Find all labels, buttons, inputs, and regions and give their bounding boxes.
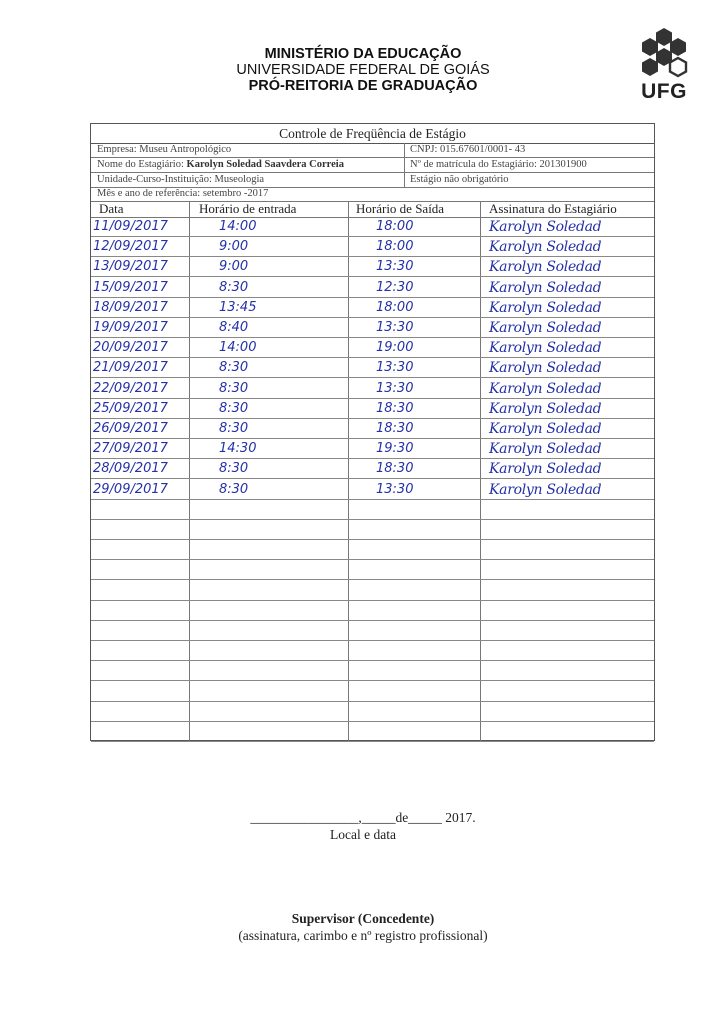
table-row <box>91 641 654 661</box>
table-row <box>91 278 654 298</box>
table-row <box>91 217 654 237</box>
row-date: 25/09/2017 <box>93 400 168 416</box>
row-exit-time: 18:00 <box>376 239 414 255</box>
column-header-entry: Horário de entrada <box>199 201 297 216</box>
row-date: 13/09/2017 <box>93 259 168 275</box>
row-date: 28/09/2017 <box>93 461 168 477</box>
row-entry-time: 8:30 <box>219 461 249 477</box>
table-row <box>91 439 654 459</box>
row-signature: Karolyn Soledad <box>489 421 602 437</box>
table-row <box>91 480 654 500</box>
row-signature: Karolyn Soledad <box>489 380 602 397</box>
row-exit-time: 13:30 <box>376 320 414 335</box>
table-row <box>91 702 654 722</box>
form-title: Controle de Freqüência de Estágio <box>91 124 654 144</box>
row-date: 12/09/2017 <box>93 239 168 255</box>
table-row <box>91 520 654 540</box>
row-exit-time: 19:00 <box>376 340 414 356</box>
department-title: PRÓ-REITORIA DE GRADUAÇÃO <box>248 78 478 94</box>
row-date: 11/09/2017 <box>93 219 168 234</box>
row-signature: Karolyn Soledad <box>489 360 602 377</box>
internship-type-field: Estágio não obrigatório <box>410 174 509 185</box>
row-exit-time: 18:30 <box>376 400 414 416</box>
table-row <box>91 237 654 257</box>
cnpj-field: CNPJ: 015.67601/0001- 43 <box>410 144 526 155</box>
row-date: 19/09/2017 <box>93 320 168 335</box>
table-row <box>91 459 654 479</box>
row-date: 21/09/2017 <box>93 360 168 376</box>
row-signature: Karolyn Soledad <box>489 320 602 336</box>
row-entry-time: 14:00 <box>219 340 257 356</box>
row-entry-time: 8:30 <box>219 360 249 376</box>
row-signature: Karolyn Soledad <box>489 279 602 296</box>
table-row <box>91 661 654 681</box>
row-date: 22/09/2017 <box>93 380 168 396</box>
local-date-label: Local e data <box>330 827 396 842</box>
row-date: 27/09/2017 <box>93 441 168 457</box>
enrollment-field: Nº de matrícula do Estagiário: 201301900 <box>410 159 587 170</box>
company-field: Empresa: Museu Antropológico <box>97 144 232 155</box>
column-header-signature: Assinatura do Estagiário <box>489 201 617 216</box>
table-row <box>91 601 654 621</box>
row-signature: Karolyn Soledad <box>489 299 602 316</box>
row-date: 29/09/2017 <box>93 481 168 497</box>
column-header-date: Data <box>99 201 124 216</box>
row-signature: Karolyn Soledad <box>489 481 602 498</box>
table-row <box>91 298 654 318</box>
ministry-title: MINISTÉRIO DA EDUCAÇÃO <box>264 46 462 62</box>
row-exit-time: 13:30 <box>376 259 414 275</box>
row-signature: Karolyn Soledad <box>489 441 602 458</box>
intern-name-value: Karolyn Soledad Saavdera Correia <box>186 159 344 170</box>
document-header <box>0 46 726 94</box>
row-signature: Karolyn Soledad <box>489 259 602 276</box>
table-row <box>91 399 654 419</box>
table-row <box>91 581 654 601</box>
row-entry-time: 8:40 <box>219 320 249 335</box>
attendance-form <box>90 123 655 741</box>
row-exit-time: 13:30 <box>376 380 414 396</box>
table-row <box>91 257 654 277</box>
table-row <box>91 338 654 358</box>
row-signature: Karolyn Soledad <box>489 239 602 256</box>
table-row <box>91 500 654 520</box>
row-date: 15/09/2017 <box>93 279 168 295</box>
intern-name-label: Nome do Estagiário: <box>97 159 187 170</box>
row-signature: Karolyn Soledad <box>489 461 602 478</box>
row-entry-time: 9:00 <box>219 239 249 255</box>
row-entry-time: 8:30 <box>219 481 249 497</box>
row-exit-time: 18:00 <box>376 299 414 315</box>
reference-month-field: Mês e ano de referência: setembro -2017 <box>97 188 269 199</box>
row-signature: Karolyn Soledad <box>489 219 602 235</box>
row-exit-time: 18:30 <box>376 421 414 436</box>
row-exit-time: 12:30 <box>376 279 414 295</box>
row-date: 18/09/2017 <box>93 299 168 315</box>
row-entry-time: 14:30 <box>219 441 257 457</box>
row-signature: Karolyn Soledad <box>489 340 602 357</box>
table-row <box>91 682 654 702</box>
date-line: ________________,_____de_____ 2017. <box>250 810 476 825</box>
row-date: 20/09/2017 <box>93 340 168 356</box>
row-exit-time: 13:30 <box>376 360 414 376</box>
row-exit-time: 19:30 <box>376 441 414 457</box>
row-date: 26/09/2017 <box>93 421 168 436</box>
row-exit-time: 13:30 <box>376 481 414 497</box>
row-entry-time: 8:30 <box>219 400 249 416</box>
row-entry-time: 8:30 <box>219 279 249 295</box>
table-row <box>91 621 654 641</box>
column-header-exit: Horário de Saída <box>356 201 445 216</box>
ufg-logo-text: UFG <box>641 80 687 103</box>
table-row <box>91 318 654 338</box>
table-row <box>91 540 654 560</box>
table-row <box>91 560 654 580</box>
row-signature: Karolyn Soledad <box>489 400 602 417</box>
row-entry-time: 13:45 <box>219 299 257 315</box>
table-row <box>91 419 654 439</box>
supervisor-note: (assinatura, carimbo e nº registro profissional) <box>238 928 488 943</box>
table-row <box>91 358 654 378</box>
table-row <box>91 722 654 742</box>
supervisor-label: Supervisor (Concedente) <box>291 911 435 926</box>
row-exit-time: 18:30 <box>376 461 414 477</box>
row-entry-time: 14:00 <box>219 219 257 234</box>
row-entry-time: 8:30 <box>219 380 249 396</box>
table-row <box>91 379 654 399</box>
unit-course-field: Unidade-Curso-Instituição: Museologia <box>97 174 265 185</box>
intern-name-field <box>91 158 404 172</box>
row-entry-time: 9:00 <box>219 259 249 275</box>
row-exit-time: 18:00 <box>376 219 414 234</box>
row-entry-time: 8:30 <box>219 421 249 436</box>
university-title: UNIVERSIDADE FEDERAL DE GOIÁS <box>236 62 490 78</box>
